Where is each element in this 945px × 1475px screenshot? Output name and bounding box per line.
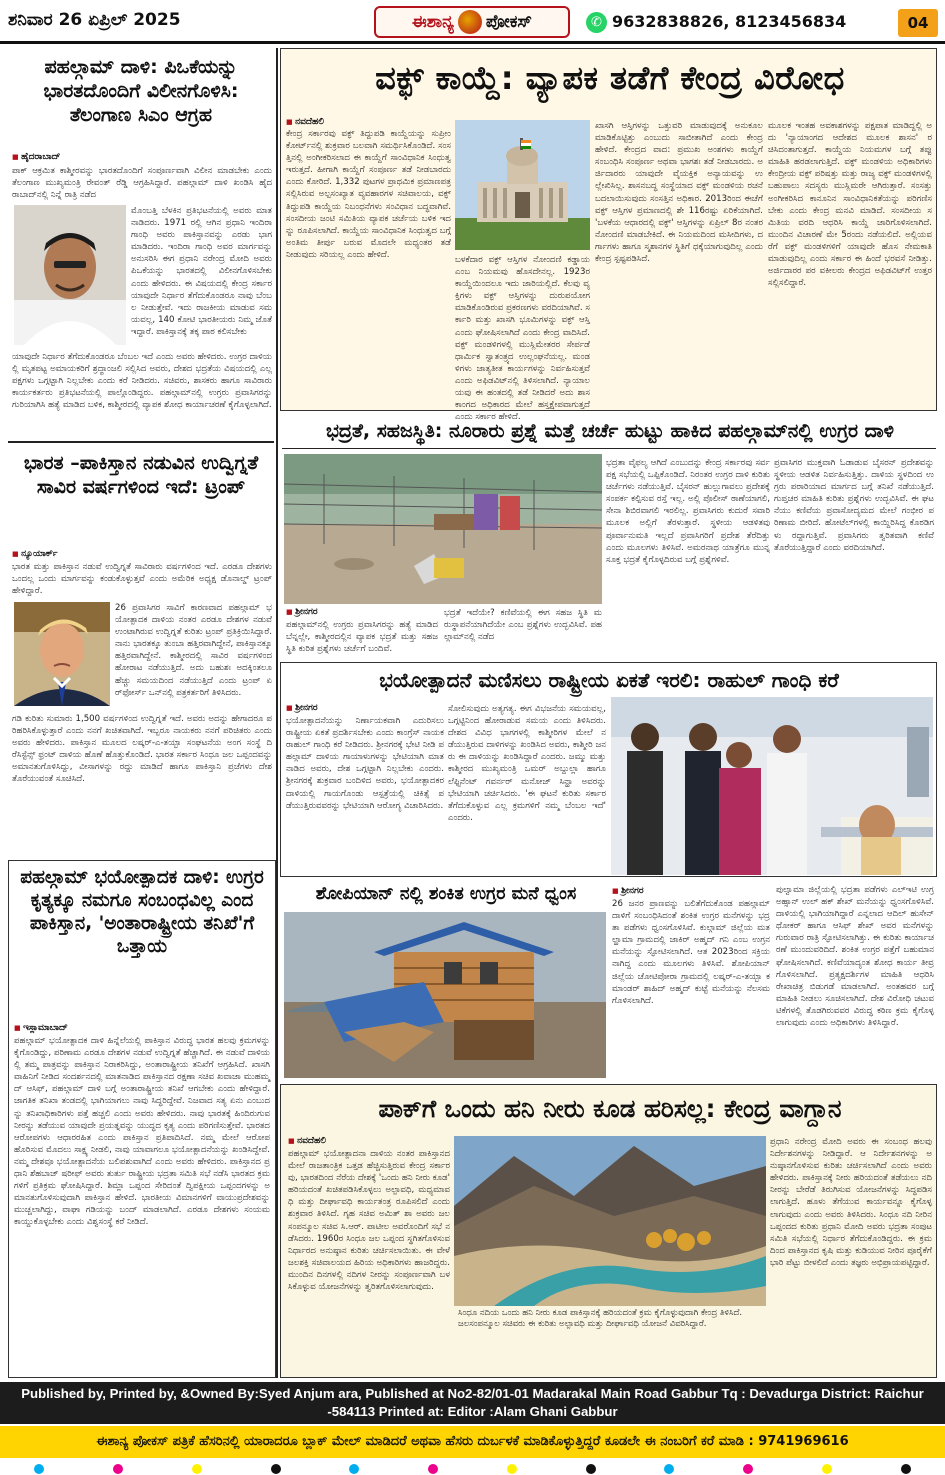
- supreme-court-photo: [455, 120, 590, 250]
- story-security-dateline: ■ ಶ್ರೀನಗರ: [286, 607, 318, 617]
- contact-phones: 9632838826, 8123456834: [612, 12, 847, 31]
- story-water-col1: ಪಹಲ್ಗಾಮ್ ಭಯೋತ್ಪಾದನಾ ದಾಳಿಯ ನಂತರ ಪಾಕಿಸ್ತಾನದ ಮೇಲೆ ರಾಜತಾಂತ್ರಿಕ ಒತ್ತಡ ಹೆಚ್ಚಿಸುತ್ತಿರುವ ಕೇಂದ್ರ ಸರ್ಕಾರವು, ಭಾರತದಿಂದ ನೆರೆಯ ದೇಶಕ್ಕೆ 'ಒಂದು ಹನಿ ನೀರು ಕೂಡ' ಹರಿಯದಂತೆ ಖಚಿತಪಡಿಸಿಕೊಳ್ಳಲು ಅಲ್ಪಾವಧಿ, ಮಧ್ಯಮಾವಧಿ ಮತ್ತು ದೀರ್ಘಾವಧಿ ಕಾರ್ಯತಂತ್ರ ರೂಪಿಸಲಿದೆ ಎಂದು ಶುಕ್ರವಾರ ತಿಳಿಸಿದೆ. ಗೃಹ ಸಚಿವ ಅಮಿತ್ ಶಾ ಅವರು ಜಲಸಂಪನ್ಮೂಲ ಸಚಿವ ಸಿ.ಆರ್. ಪಾಟೀಲ ಅವರೊಂದಿಗೆ ಸಭೆ ನಡೆಸಿದರು. 1960ರ ಸಿಂಧೂ ಜಲ ಒಪ್ಪಂದ ಸ್ಥಗಿತಗೊಳಿಸುವ ನಿರ್ಧಾರದ ಅನುಷ್ಠಾನ ಕುರಿತು ಚರ್ಚಿಸಲಾಯಿತು. ಈ ವೇಳೆ ಜಲಶಕ್ತಿ ಸಚಿವಾಲಯದ ಹಿರಿಯ ಅಧಿಕಾರಿಗಳು ಹಾಜರಿದ್ದರು. ಮುಂದಿನ ದಿನಗಳಲ್ಲಿ ನದಿಗಳ ನೀರನ್ನು ಸಂಪೂರ್ಣವಾಗಿ ಬಳಸಿಕೊಳ್ಳುವ ಯೋಜನೆಗಳನ್ನು ತ್ವರಿತಗೊಳಿಸಲಾಗುವುದು.: [288, 1149, 450, 1293]
- story-security-headline: ಭದ್ರತೆ, ಸಹಜಸ್ಥಿತಿ: ನೂರಾರು ಪ್ರಶ್ನೆ ಮತ್ತೆ ಚರ್ಚೆ ಹುಟ್ಟು ಹಾಕಿದ ಪಹಲ್ಗಾಮ್‌ನಲ್ಲಿ ಉಗ್ರರ ದಾಳಿ: [325, 420, 895, 442]
- black-mark-icon: [901, 1464, 911, 1474]
- rooster-logo-icon: [458, 10, 482, 34]
- story-pakistan-headline: ಪಹಲ್ಗಾಮ್ ಭಯೋತ್ಪಾದಕ ದಾಳಿ: ಉಗ್ರರ ಕೃತ್ಯಕ್ಕೂ ನಮಗೂ ಸಂಬಂಧವಿಲ್ಲ ಎಂದ ಪಾಕಿಸ್ತಾನ, 'ಅಂತಾರಾಷ್ಟ್ರೀಯ ತನಿಖೆ'ಗೆ ಒತ್ತಾಯ: [20, 867, 264, 958]
- story-waqf-headline: ವಕ್ಫ್ ಕಾಯ್ದೆ: ವ್ಯಾಪಕ ತಡೆಗೆ ಕೇಂದ್ರ ವಿರೋಧ: [375, 59, 845, 97]
- story-pakistan-body: ಪಹಲ್ಗಾಮ್ ಭಯೋತ್ಪಾದಕ ದಾಳಿ ಹಿನ್ನೆಲೆಯಲ್ಲಿ ಪಾಕಿಸ್ತಾನ ವಿರುದ್ಧ ಭಾರತ ಹಲವು ಕ್ರಮಗಳನ್ನು ಕೈಗೊಂಡಿದ್ದು, ಪರಿಣಾಮ ಎರಡೂ ದೇಶಗಳ ನಡುವೆ ಉದ್ವಿಗ್ನತೆ ಹೆಚ್ಚಾಗಿದೆ. ಈ ನಡುವೆ ದಾಳಿಯಲ್ಲಿ ತಮ್ಮ ಪಾತ್ರವನ್ನು ಪಾಕಿಸ್ತಾನ ನಿರಾಕರಿಸಿದ್ದು, ಅಂತಾರಾಷ್ಟ್ರೀಯ ತನಿಖೆಗೆ ಆಗ್ರಹಿಸಿದೆ. ಖಾಸಗಿ ವಾಹಿನಿಗೆ ನೀಡಿದ ಸಂದರ್ಶನದಲ್ಲಿ ಮಾತನಾಡಿದ ಪಾಕಿಸ್ತಾನದ ರಕ್ಷಣಾ ಸಚಿವ ಖವಾಜಾ ಮುಹಮ್ಮದ್ ಆಸಿಫ್, ಪಹಲ್ಗಾಮ್ ದಾಳಿ ಬಗ್ಗೆ ಅಂತಾರಾಷ್ಟ್ರೀಯ ತನಿಖೆ ಆಗಬೇಕು ಎಂದು ಹೇಳಿದ್ದಾರೆ. ಜಾಗತಿಕ ತನಿಖಾ ತಂಡದಲ್ಲಿ ಭಾಗಿಯಾಗಲು ನಾವು ಸಿದ್ಧರಿದ್ದೇವೆ. ನಿಜವಾದ ಸತ್ಯ ಏನು ಎಂಬುದನ್ನು ತನಿಖಾಧಿಕಾರಿಗಳು ಪತ್ತೆ ಹಚ್ಚಲಿ ಎಂದು ಅವರು ಹೇಳಿದರು. ನಾವು ಭಾರತಕ್ಕೆ ಹಿಂದಿರುಗುವ ನೀರನ್ನು ತಡೆಯುವ ಯಾವುದೇ ಪ್ರಯತ್ನವನ್ನು ಯುದ್ಧದ ಕೃತ್ಯ ಎಂದು ಪರಿಗಣಿಸುತ್ತೇವೆ. ಭಾರತದ ಆರೋಪಗಳು ಆಧಾರರಹಿತ ಎಂದು ಪಾಕಿಸ್ತಾನ ಪ್ರತಿಪಾದಿಸಿದೆ. ನಮ್ಮ ಮೇಲೆ ಆರೋಪ ಹೊರಿಸುವ ಮೊದಲು ಸಾಕ್ಷ್ಯ ನೀಡಲಿ, ನಾವು ಯಾವಾಗಲೂ ಭಯೋತ್ಪಾದನೆಯನ್ನು ಖಂಡಿಸಿದ್ದೇವೆ. ನಮ್ಮ ದೇಶವೂ ಭಯೋತ್ಪಾದನೆಯ ಬಲಿಪಶುವಾಗಿದೆ ಎಂದು ಅವರು ಹೇಳಿದರು. ಪಾಕಿಸ್ತಾನದ ಪ್ರಧಾನಿ ಶೆಹಬಾಜ್ ಷರೀಫ್ ಅವರು ತುರ್ತು ರಾಷ್ಟ್ರೀಯ ಭದ್ರತಾ ಸಮಿತಿ ಸಭೆ ನಡೆಸಿ ಭಾರತದ ಕ್ರಮಗಳಿಗೆ ಪ್ರತಿಕ್ರಮ ಘೋಷಿಸಿದ್ದಾರೆ. ಶಿಮ್ಲಾ ಒಪ್ಪಂದ ಸೇರಿದಂತೆ ದ್ವಿಪಕ್ಷೀಯ ಒಪ್ಪಂದಗಳನ್ನು ಅಮಾನತುಗೊಳಿಸುವುದಾಗಿ ಪಾಕಿಸ್ತಾನ ಹೇಳಿದೆ. ಭಾರತೀಯ ವಿಮಾನಗಳಿಗೆ ವಾಯುಪ್ರದೇಶವನ್ನು ಮುಚ್ಚಲಾಗಿದ್ದು, ವಾಘಾ ಗಡಿಯನ್ನು ಬಂದ್ ಮಾಡಲಾಗಿದೆ. ಎರಡೂ ದೇಶಗಳು ಸಂಯಮ ಕಾಯ್ದುಕೊಳ್ಳಬೇಕು ಎಂದು ವಿಶ್ವಸಂಸ್ಥೆ ಕರೆ ನೀಡಿದೆ.: [14, 1036, 270, 1228]
- page-number: 04: [898, 9, 938, 37]
- story-pok-headline: ಪಹಲ್ಗಾಮ್ ದಾಳಿ: ಪಿಒಕೆಯನ್ನು ಭಾರತದೊಂದಿಗೆ ವಿಲೀನಗೊಳಿಸಿ: ತೆಲಂಗಾಣ ಸಿಎಂ ಆಗ್ರಹ: [43, 56, 239, 126]
- story-shopian-headline: ಶೋಪಿಯಾನ್ ನಲ್ಲಿ ಶಂಕಿತ ಉಗ್ರರ ಮನೆ ಧ್ವಂಸ: [315, 884, 577, 904]
- story-security-col-right1: ಭದ್ರತಾ ವೈಫಲ್ಯ ಆಗಿದೆ ಎಂಬುದನ್ನು ಕೇಂದ್ರ ಸರ್ಕಾರವು ಸರ್ವಪಕ್ಷ ಸಭೆಯಲ್ಲಿ ಒಪ್ಪಿಕೊಂಡಿದೆ. ನಿರಂತರ ಉಗ್ರರ ದಾಳಿ ಕುರಿತು ಚರ್ಚೆಗಳು ನಡೆಯುತ್ತಿವೆ. ಬೈಸರನ್ ಹುಲ್ಲುಗಾವಲು ಪ್ರದೇಶಕ್ಕೆ ಸಂಪರ್ಕ ಕಲ್ಪಿಸುವ ರಸ್ತೆ ಇಲ್ಲ. ಅಲ್ಲಿ ಪೊಲೀಸ್ ಠಾಣೆಯಾಗಲಿ, ಸೇನಾ ಶಿಬಿರವಾಗಲಿ ಇರಲಿಲ್ಲ. ಪ್ರವಾಸಿಗರು ಕುದುರೆ ಸವಾರಿ ಮೂಲಕ ಅಲ್ಲಿಗೆ ತೆರಳುತ್ತಾರೆ. ಸ್ಥಳೀಯ ಆಡಳಿತವು ಪೂರ್ವಾನುಮತಿ ಇಲ್ಲದೆ ಪ್ರವಾಸಿಗರಿಗೆ ಪ್ರದೇಶ ತೆರೆದಿತ್ತು ಎಂದು ಮೂಲಗಳು ತಿಳಿಸಿವೆ. ಅಮರನಾಥ ಯಾತ್ರೆಗೂ ಮುನ್ನ ಸೂಕ್ತ ಭದ್ರತೆ ಕೈಗೊಳ್ಳದಿರುವ ಬಗ್ಗೆ ಪ್ರಶ್ನೆಗಳಿವೆ.: [606, 458, 770, 565]
- black-mark-icon: [586, 1464, 596, 1474]
- story-waqf-col1: ಕೇಂದ್ರ ಸರ್ಕಾರವು ವಕ್ಫ್ ತಿದ್ದುಪಡಿ ಕಾಯ್ದೆಯನ್ನು ಸುಪ್ರೀಂ ಕೋರ್ಟ್‌ನಲ್ಲಿ ಶುಕ್ರವಾರ ಬಲವಾಗಿ ಸಮರ್ಥಿಸಿಕೊಂಡಿದೆ. ಸಂಸತ್ತಿನಲ್ಲಿ ಅಂಗೀಕರಿಸಲಾದ ಈ ಕಾಯ್ದೆಗೆ ಸಾಂವಿಧಾನಿಕ ಸಿಂಧುತ್ವ ಇರುತ್ತದೆ. ಹೀಗಾಗಿ ಕಾಯ್ದೆಗೆ ಸಂಪೂರ್ಣ ತಡೆ ನೀಡಬಾರದು ಎಂದು ಕೋರಿದೆ. 1,332 ಪುಟಗಳ ಪ್ರಾಥಮಿಕ ಪ್ರಮಾಣಪತ್ರ ಸಲ್ಲಿಸಿರುವ ಅಲ್ಪಸಂಖ್ಯಾತ ವ್ಯವಹಾರಗಳ ಸಚಿವಾಲಯ, ವಕ್ಫ್ ತಿದ್ದುಪಡಿ ಕಾಯ್ದೆಯ ನಿಬಂಧನೆಗಳು ಸಂವಿಧಾನ ಬದ್ಧವಾಗಿವೆ. ಸಂಸದೀಯ ಜಂಟಿ ಸಮಿತಿಯ ವ್ಯಾಪಕ ಚರ್ಚೆಯ ಬಳಿಕ ಇದನ್ನು ರೂಪಿಸಲಾಗಿದೆ. ಕಾಯ್ದೆಯ ಸಾಂವಿಧಾನಿಕ ಸಿಂಧುತ್ವದ ಬಗ್ಗೆ ಅಂತಿಮ ತೀರ್ಪು ಬರುವ ಮೊದಲೇ ಮಧ್ಯಂತರ ತಡೆ ನೀಡುವುದು ಸರಿಯಲ್ಲ ಎಂದು ಹೇಳಿದೆ.: [286, 129, 451, 260]
- story-water-col3: ಪ್ರಧಾನಿ ನರೇಂದ್ರ ಮೋದಿ ಅವರು ಈ ಸಂಬಂಧ ಹಲವು ನಿರ್ದೇಶನಗಳನ್ನು ನೀಡಿದ್ದಾರೆ. ಆ ನಿರ್ದೇಶನಗಳನ್ನು ಅನುಷ್ಠಾನಗೊಳಿಸುವ ಕುರಿತು ಚರ್ಚಿಸಲಾಗಿದೆ ಎಂದು ಅವರು ಹೇಳಿದರು. ಪಾಕಿಸ್ತಾನಕ್ಕೆ ನೀರು ಹರಿಯದಂತೆ ತಡೆಯಲು ನದಿ ನೀರನ್ನು ಬೇರೆಡೆ ತಿರುಗಿಸುವ ಯೋಜನೆಗಳನ್ನು ಸಿದ್ಧಪಡಿಸಲಾಗುತ್ತಿದೆ. ಹೂಳು ತೆಗೆಯುವ ಕಾರ್ಯವನ್ನೂ ಕೈಗೊಳ್ಳಲಾಗುವುದು ಎಂದು ಅವರು ತಿಳಿಸಿದರು. ಸಿಂಧೂ ನದಿ ನೀರಿನ ಒಪ್ಪಂದದ ಕುರಿತು ಪ್ರಧಾನಿ ಮೋದಿ ಅವರು ಭದ್ರತಾ ಸಂಪುಟ ಸಮಿತಿ ಸಭೆಯಲ್ಲಿ ನಿರ್ಧಾರ ತೆಗೆದುಕೊಂಡಿದ್ದರು. ಈ ಕ್ರಮದಿಂದ ಪಾಕಿಸ್ತಾನದ ಕೃಷಿ ಮತ್ತು ಕುಡಿಯುವ ನೀರಿನ ಪೂರೈಕೆಗೆ ಭಾರಿ ಪೆಟ್ಟು ಬೀಳಲಿದೆ ಎಂದು ತಜ್ಞರು ಅಭಿಪ್ರಾಯಪಟ್ಟಿದ್ದಾರೆ.: [770, 1137, 932, 1268]
- trump-photo: [14, 602, 110, 706]
- rahul-hospital-visit-photo: [611, 697, 933, 875]
- demolished-house-photo: [284, 912, 606, 1078]
- headline-underline: [282, 448, 936, 449]
- yellow-mark-icon: [192, 1464, 202, 1474]
- column-divider: [276, 48, 278, 1378]
- story-rahul-col2: ಸೋಲಿಸುವುದು ಅತ್ಯಗತ್ಯ. ಈಗ ವಿಭಜನೆಯ ಸಮಯವಲ್ಲ, ಒಗ್ಗಟ್ಟಿನಿಂದ ಹೋರಾಡುವ ಸಮಯ ಎಂದು ತಿಳಿಸಿದರು. ದೇಶದ ವಿವಿಧ ಭಾಗಗಳಲ್ಲಿ ಕಾಶ್ಮೀರಿಗಳ ಮೇಲೆ ನಡೆಯುತ್ತಿರುವ ದಾಳಿಗಳನ್ನು ಖಂಡಿಸಿದ ಅವರು, ಕಾಶ್ಮೀರಿ ಜನರು ಈ ದಾಳಿಯನ್ನು ಖಂಡಿಸಿದ್ದಾರೆ ಎಂದರು. ಜಮ್ಮು ಮತ್ತು ಕಾಶ್ಮೀರದ ಮುಖ್ಯಮಂತ್ರಿ ಒಮರ್ ಅಬ್ದುಲ್ಲಾ ಹಾಗೂ ಲೆಫ್ಟಿನೆಂಟ್ ಗವರ್ನರ್ ಮನೋಜ್ ಸಿನ್ಹಾ ಅವರನ್ನು ಭೇಟಿಯಾಗಿ ಚರ್ಚಿಸಿದರು. 'ಈ ಘಟನೆ ಕುರಿತು ಸರ್ಕಾರ ತೆಗೆದುಕೊಳ್ಳುವ ಎಲ್ಲ ಕ್ರಮಗಳಿಗೆ ನಮ್ಮ ಬೆಂಬಲ ಇದೆ' ಎಂದರು.: [448, 704, 606, 823]
- story-shopian-col2: ಪುಲ್ವಾಮಾ ಜಿಲ್ಲೆಯಲ್ಲಿ ಭದ್ರತಾ ಪಡೆಗಳು ಎಲ್‌ಇಟಿ ಉಗ್ರ ಅಹ್ಸಾನ್ ಉಲ್ ಹಕ್ ಶೇಖ್ ಮನೆಯನ್ನು ಧ್ವಂಸಗೊಳಿಸಿವೆ. ದಾಳಿಯಲ್ಲಿ ಭಾಗಿಯಾಗಿದ್ದಾರೆ ಎನ್ನಲಾದ ಆದಿಲ್ ಹುಸೇನ್ ಥೋಕರ್ ಹಾಗೂ ಆಸಿಫ್ ಶೇಖ್ ಅವರ ಮನೆಗಳನ್ನು ಗುರುವಾರ ರಾತ್ರಿ ಸ್ಫೋಟಿಸಲಾಗಿತ್ತು. ಈ ಕುರಿತು ಕಾರ್ಯಾಚರಣೆ ಮುಂದುವರಿದಿದೆ. ಶಂಕಿತ ಉಗ್ರರ ಪತ್ತೆಗೆ ಬಹುಮಾನ ಘೋಷಿಸಲಾಗಿದೆ. ಕಣಿವೆಯಾದ್ಯಂತ ಶೋಧ ಕಾರ್ಯ ತೀವ್ರಗೊಳಿಸಲಾಗಿದೆ. ಪ್ರತ್ಯಕ್ಷದರ್ಶಿಗಳ ಮಾಹಿತಿ ಆಧರಿಸಿ ರೇಖಾಚಿತ್ರ ಬಿಡುಗಡೆ ಮಾಡಲಾಗಿದೆ. ಅಂತಹವರ ಬಗ್ಗೆ ಮಾಹಿತಿ ನೀಡಲು ಸೂಚಿಸಲಾಗಿದೆ. ದೇಶ ವಿರೋಧಿ ಚಟುವಟಿಕೆಗಳಲ್ಲಿ ತೊಡಗಿರುವವರ ವಿರುದ್ಧ ಕಠಿಣ ಕ್ರಮ ಕೈಗೊಳ್ಳಲಾಗುವುದು ಎಂದು ಅಧಿಕಾರಿಗಳು ತಿಳಿಸಿದ್ದಾರೆ.: [776, 885, 934, 1029]
- issue-date: ಶನಿವಾರ 26 ಏಪ್ರಿಲ್ 2025: [8, 10, 181, 30]
- story-pok-dateline: ■ ಹೈದರಾಬಾದ್: [12, 152, 60, 162]
- story-rahul-headline: ಭಯೋತ್ಪಾದನೆ ಮಣಿಸಲು ರಾಷ್ಟ್ರೀಯ ಏಕತೆ ಇರಲಿ: ರಾಹುಲ್ ಗಾಂಧಿ ಕರೆ: [379, 668, 839, 692]
- story-security-col-left: ಪಹಲ್ಗಾಮ್‌ನಲ್ಲಿ ಉಗ್ರರು ಪ್ರವಾಸಿಗರನ್ನು ಹತ್ಯೆ ಮಾಡಿದ ಬೆನ್ನಲ್ಲೇ, ಕಾಶ್ಮೀರದಲ್ಲಿನ ವ್ಯಾಪಕ ಭದ್ರತೆ ಮತ್ತು ಸಹಜಸ್ಥಿತಿ ಕುರಿತ ಪ್ರಶ್ನೆಗಳು ಚರ್ಚೆಗೆ ಬಂದಿವೆ.: [286, 620, 438, 655]
- story-pakistan-dateline: ■ ಇಸ್ಲಾಮಾಬಾದ್: [14, 1023, 68, 1033]
- yellow-mark-icon: [507, 1464, 517, 1474]
- logo-text-1: ಈಶಾನ್ಯ: [412, 12, 454, 32]
- story-waqf-col4: ಮೂಲಕ ಇಂತಹ ಅವಕಾಶಗಳನ್ನು ಪಕ್ಷಪಾತ ಮಾಡಿದ್ದಲ್ಲಿ ಅದು 'ನ್ಯಾಯಾಂಗದ ಆದೇಶದ ಮೂಲಕ ಶಾಸನ' ರಚಿಸಿದಂತಾಗುತ್ತದೆ. ಕಾಯ್ದೆಯ ನಿಯಮಗಳ ಬಗ್ಗೆ ತಪ್ಪು ಮಾಹಿತಿ ಹರಡಲಾಗುತ್ತಿದೆ. ವಕ್ಫ್ ಮಂಡಳಿಯ ಅಧಿಕಾರಿಗಳು ಕೇಂದ್ರೀಯ ವಕ್ಫ್ ಪರಿಷತ್ತು ಮತ್ತು ರಾಜ್ಯ ವಕ್ಫ್ ಮಂಡಳಿಗಳಲ್ಲಿ ಬಹುಪಾಲು ಸದಸ್ಯರು ಮುಸ್ಲಿಮರೇ ಆಗಿರುತ್ತಾರೆ. ಸಂಸತ್ತು ಅಂಗೀಕರಿಸಿದ ಕಾನೂನಿನ ಸಾಂವಿಧಾನಿಕತೆಯನ್ನು ಪರಿಗಣಿಸಬೇಕು ಎಂದು ಕೇಂದ್ರ ಮನವಿ ಮಾಡಿದೆ. ಸಂಸದೀಯ ಸಮಿತಿಯ ವರದಿ ಆಧರಿಸಿ ಕಾಯ್ದೆ ಜಾರಿಗೊಳಿಸಲಾಗಿದೆ. ಮುಂದಿನ ವಿಚಾರಣೆ ಮೇ 5ರಂದು ನಡೆಯಲಿದೆ. ಅಲ್ಲಿಯವರೆಗೆ ವಕ್ಫ್ ಮಂಡಳಿಗಳಿಗೆ ಯಾವುದೇ ಹೊಸ ನೇಮಕಾತಿ ಮಾಡುವುದಿಲ್ಲ ಎಂದು ಸರ್ಕಾರ ಈ ಹಿಂದೆ ಭರವಸೆ ನೀಡಿತ್ತು. ಅರ್ಜಿದಾರರ ಪರ ವಕೀಲರು ಕೇಂದ್ರದ ಅಫಿಡವಿಟ್‌ಗೆ ಉತ್ತರ ಸಲ್ಲಿಸಲಿದ್ದಾರೆ.: [768, 121, 932, 289]
- indus-river-photo: [454, 1136, 766, 1306]
- story-pok-lead: ಪಾಕ್ ಆಕ್ರಮಿತ ಕಾಶ್ಮೀರವನ್ನು ಭಾರತದೊಂದಿಗೆ ಸಂಪೂರ್ಣವಾಗಿ ವಿಲೀನ ಮಾಡಬೇಕು ಎಂದು ತೆಲಂಗಾಣ ಮುಖ್ಯಮಂತ್ರಿ ರೇವಂತ್ ರೆಡ್ಡಿ ಆಗ್ರಹಿಸಿದ್ದಾರೆ. ಪಹಲ್ಗಾಮ್ ದಾಳಿ ಖಂಡಿಸಿ ಹೈದರಾಬಾದ್‌ನಲ್ಲಿ ನಿನ್ನೆ ರಾತ್ರಿ ನಡೆದ: [12, 166, 272, 201]
- story-pok-side-text: ಮೊಂಬತ್ತಿ ಬೆಳಕಿನ ಪ್ರತಿಭಟನೆಯಲ್ಲಿ ಅವರು ಮಾತನಾಡಿದರು. 1971 ರಲ್ಲಿ ಆಗಿನ ಪ್ರಧಾನಿ ಇಂದಿರಾ ಗಾಂಧಿ ಅವರು ಪಾಕಿಸ್ತಾನವನ್ನು ಎರಡು ಭಾಗ ಮಾಡಿದರು. ಇಂದಿರಾ ಗಾಂಧಿ ಅವರ ಮಾರ್ಗವನ್ನು ಅನುಸರಿಸಿ ಈಗ ಪ್ರಧಾನಿ ನರೇಂದ್ರ ಮೋದಿ ಅವರು ಪಿಒಕೆಯನ್ನು ಭಾರತದಲ್ಲಿ ವಿಲೀನಗೊಳಿಸಬೇಕು ಎಂದು ಹೇಳಿದರು. ಈ ವಿಷಯದಲ್ಲಿ ಕೇಂದ್ರ ಸರ್ಕಾರ ಯಾವುದೇ ನಿರ್ಧಾರ ತೆಗೆದುಕೊಂಡರೂ ನಾವು ಬೆಂಬಲ ನೀಡುತ್ತೇವೆ. ಇದು ರಾಜಕೀಯ ಮಾಡುವ ಸಮಯವಲ್ಲ, 140 ಕೋಟಿ ಭಾರತೀಯರು ನಿಮ್ಮ ಜೊತೆ ಇದ್ದಾರೆ. ಪಾಕಿಸ್ತಾನಕ್ಕೆ ತಕ್ಕ ಪಾಠ ಕಲಿಸಬೇಕು: [131, 206, 272, 337]
- blackmail-warning: ಈಶಾನ್ಯ ಪೋಕಸ್ ಪತ್ರಿಕೆ ಹೆಸರಿನಲ್ಲಿ ಯಾರಾದರೂ ಬ್ಲಾಕ್ ಮೇಲ್ ಮಾಡಿದರೆ ಅಥವಾ ಹೆಸರು ದುರ್ಬಳಕೆ ಮಾಡಿಕೊಳ್ಳುತ್ತಿದ್ದರೆ ಕೂಡಲೇ ಈ ನಂಬರಿಗೆ ಕರೆ ಮಾಡಿ : 9741969616: [0, 1426, 945, 1458]
- story-shopian-dateline: ■ ಶ್ರೀನಗರ: [612, 886, 644, 896]
- story-divider: [8, 441, 274, 443]
- story-trump-body: ಗಡಿ ಕುರಿತು ಸುಮಾರು 1,500 ವರ್ಷಗಳಿಂದ ಉದ್ವಿಗ್ನತೆ ಇದೆ. ಅವರು ಅದನ್ನು ಹೇಗಾದರೂ ಪರಿಹರಿಸಿಕೊಳ್ಳುತ್ತಾರೆ ಎಂದು ನನಗೆ ಖಚಿತವಾಗಿದೆ. ಇಬ್ಬರೂ ನಾಯಕರು ನನಗೆ ಪರಿಚಿತರು ಎಂದು ಅವರು ಹೇಳಿದರು. ಪಾಕಿಸ್ತಾನ ಮೂಲದ ಲಷ್ಕರ್-ಎ-ತಯ್ಬಾ ಸಂಘಟನೆಯ ಅಂಗ ಸಂಸ್ಥೆ ದಿ ರೆಸಿಸ್ಟೆನ್ಸ್ ಫ್ರಂಟ್ ದಾಳಿಯ ಹೊಣೆ ಹೊತ್ತುಕೊಂಡಿದೆ. ಭಾರತ ಸರ್ಕಾರ ಸಿಂಧೂ ಜಲ ಒಪ್ಪಂದವನ್ನು ಅಮಾನತುಗೊಳಿಸಿದ್ದು, ವೀಸಾಗಳನ್ನು ರದ್ದು ಮಾಡಿದೆ ಹಾಗೂ ಪಾಕಿಸ್ತಾನಿ ಪ್ರಜೆಗಳು ದೇಶ ತೊರೆಯುವಂತೆ ಸೂಚಿಸಿದೆ.: [12, 714, 272, 785]
- yellow-mark-icon: [822, 1464, 832, 1474]
- story-waqf-dateline: ■ ನವದೆಹಲಿ: [286, 117, 324, 127]
- cyan-mark-icon: [349, 1464, 359, 1474]
- story-shopian-col1: 26 ಜನರ ಪ್ರಾಣವನ್ನು ಬಲಿತೆಗೆದುಕೊಂಡ ಪಹಲ್ಗಾಮ್ ದಾಳಿಗೆ ಸಂಬಂಧಿಸಿದಂತೆ ಶಂಕಿತ ಉಗ್ರರ ಮನೆಗಳನ್ನು ಭದ್ರತಾ ಪಡೆಗಳು ಧ್ವಂಸಗೊಳಿಸಿವೆ. ಕುಲ್ಗಾಮ್ ಜಿಲ್ಲೆಯ ಮತಲ್ಹಾಮಾ ಗ್ರಾಮದಲ್ಲಿ ಜಾಕಿರ್ ಅಹ್ಮದ್ ಗನಿ ಎಂಬ ಉಗ್ರನ ಮನೆಯನ್ನು ಸ್ಫೋಟಿಸಲಾಗಿದೆ. ಆತ 2023ರಿಂದ ಸಕ್ರಿಯನಾಗಿದ್ದ ಎಂದು ಮೂಲಗಳು ತಿಳಿಸಿವೆ. ಶೋಪಿಯಾನ್ ಜಿಲ್ಲೆಯ ಚೋಟಿಪೋರಾ ಗ್ರಾಮದಲ್ಲಿ ಲಷ್ಕರ್-ಎ-ತಯ್ಬಾ ಕಮಾಂಡರ್ ಶಾಹಿದ್ ಅಹ್ಮದ್ ಕುಟ್ಟೆ ಮನೆಯನ್ನು ನೆಲಸಮಗೊಳಿಸಲಾಗಿದೆ.: [612, 899, 770, 1006]
- magenta-mark-icon: [743, 1464, 753, 1474]
- black-mark-icon: [271, 1464, 281, 1474]
- story-security-col-mid: ಭದ್ರತೆ ಇದೆಯೇ? ಕಣಿವೆಯಲ್ಲಿ ಈಗ ಸಹಜ ಸ್ಥಿತಿ ಮರುಸ್ಥಾಪನೆಯಾಗಿದೆಯೇ ಎಂಬ ಪ್ರಶ್ನೆಗಳು ಉದ್ಭವಿಸಿವೆ. ಪಹಲ್ಗಾಮ್‌ನಲ್ಲಿ ನಡೆದ: [444, 608, 602, 643]
- imprint-line: Published by, Printed by, &Owned By:Syed Anjum ara, Published at No2-82/01-01 Madarakal Main Road Gabbur Tq : Devadurga District: Raichur -584113 Printed at: Editor :Alam Ghani Gabbur: [0, 1382, 945, 1424]
- revanth-reddy-photo: [14, 205, 126, 345]
- story-waqf-col3: ಖಾಸಗಿ ಆಸ್ತಿಗಳನ್ನು ಒತ್ತುವರಿ ಮಾಡುವುದಕ್ಕೆ ಅನುಕೂಲ ಮಾಡಿಕೊಟ್ಟಿತ್ತು ಎಂಬುದು ಸಾಬೀತಾಗಿದೆ ಎಂದು ಕೇಂದ್ರ ಹೇಳಿದೆ. ಕೇಂದ್ರದ ವಾದ: ಪ್ರಮುಖ ಅಂಶಗಳು ಕಾಯ್ದೆಗೆ ಸಂಬಂಧಿಸಿ ಸಂಪೂರ್ಣ ಅಥವಾ ಭಾಗಶಃ ತಡೆ ನೀಡಬಾರದು. ಅರ್ಜಿದಾರರು ಯಾವುದೇ ವೈಯಕ್ತಿಕ ಅನ್ಯಾಯವನ್ನು ಉಲ್ಲೇಖಿಸಿಲ್ಲ. ಶಾಸನಬದ್ಧ ಸಂಸ್ಥೆಯಾದ ವಕ್ಫ್ ಮಂಡಳಿಯ ರಚನೆ ಬದಲಾಯಿಸುವುದು ಸಂಸತ್ತಿನ ಅಧಿಕಾರ. 2013ರಿಂದ ಈಚೆಗೆ ವಕ್ಫ್ ಆಸ್ತಿಗಳ ಪ್ರಮಾಣದಲ್ಲಿ ಶೇ 116ರಷ್ಟು ಏರಿಕೆಯಾಗಿದೆ. 'ಬಳಕೆಯ ಆಧಾರದಲ್ಲಿ ವಕ್ಫ್' ಆಸ್ತಿಗಳನ್ನು ಏಪ್ರಿಲ್ 8ರ ನಂತರ ನೋಂದಣಿ ಮಾಡಬೇಕಿದೆ. ಈ ನಿಯಮದಿಂದ ಮಸೀದಿಗಳು, ದರ್ಗಾಗಳು ಹಾಗೂ ಸ್ಮಶಾನಗಳ ಸ್ಥಿತಿಗೆ ಧಕ್ಕೆಯಾಗುವುದಿಲ್ಲ ಎಂದು ಕೇಂದ್ರ ಸ್ಪಷ್ಟಪಡಿಸಿದೆ.: [595, 121, 763, 265]
- cyan-mark-icon: [34, 1464, 44, 1474]
- story-trump-dateline: ■ ನ್ಯೂಯಾರ್ಕ್: [12, 549, 58, 559]
- story-pok-body: ಯಾವುದೇ ನಿರ್ಧಾರ ತೆಗೆದುಕೊಂಡರೂ ಬೆಂಬಲ ಇದೆ ಎಂದು ಅವರು ಹೇಳಿದರು. ಉಗ್ರರ ದಾಳಿಯಲ್ಲಿ ಮೃತಪಟ್ಟ ಅಮಾಯಕರಿಗೆ ಶ್ರದ್ಧಾಂಜಲಿ ಸಲ್ಲಿಸಿದ ಅವರು, ದೇಶದ ಭದ್ರತೆಯ ವಿಷಯದಲ್ಲಿ ಎಲ್ಲ ಪಕ್ಷಗಳು ಒಗ್ಗಟ್ಟಾಗಿ ನಿಲ್ಲಬೇಕು ಎಂದು ಕರೆ ನೀಡಿದರು. ಸಚಿವರು, ಶಾಸಕರು ಹಾಗೂ ಸಾವಿರಾರು ಕಾರ್ಯಕರ್ತರು ಪ್ರತಿಭಟನೆಯಲ್ಲಿ ಪಾಲ್ಗೊಂಡಿದ್ದರು. ಪಹಲ್ಗಾಮ್‌ನಲ್ಲಿ ಉಗ್ರರು ಪ್ರವಾಸಿಗರನ್ನು ಗುರಿಯಾಗಿಸಿ ಹತ್ಯೆ ಮಾಡಿದ ಬಳಿಕ, ಕಾಶ್ಮೀರದಲ್ಲಿ ವ್ಯಾಪಕ ಶೋಧ ಕಾರ್ಯಾಚರಣೆ ಕೈಗೊಳ್ಳಲಾಗಿದೆ.: [12, 352, 272, 411]
- story-rahul-dateline: ■ ಶ್ರೀನಗರ: [286, 703, 318, 713]
- story-waqf-col2: ಬಳಕೆದಾರ ವಕ್ಫ್ ಆಸ್ತಿಗಳ ನೋಂದಣಿ ಕಡ್ಡಾಯ ಎಂಬ ನಿಯಮವು ಹೊಸದೇನಲ್ಲ. 1923ರ ಕಾಯ್ದೆಯಿಂದಲೂ ಇದು ಜಾರಿಯಲ್ಲಿದೆ. ಕೆಲವು ವ್ಯಕ್ತಿಗಳು ವಕ್ಫ್ ಆಸ್ತಿಗಳನ್ನು ದುರುಪಯೋಗ ಮಾಡಿಕೊಂಡಿರುವ ಪ್ರಕರಣಗಳು ವರದಿಯಾಗಿವೆ. ಸರ್ಕಾರಿ ಮತ್ತು ಖಾಸಗಿ ಭೂಮಿಗಳನ್ನು ವಕ್ಫ್ ಆಸ್ತಿ ಎಂದು ಘೋಷಿಸಲಾಗಿದೆ ಎಂದು ಕೇಂದ್ರ ವಾದಿಸಿದೆ. ವಕ್ಫ್ ಮಂಡಳಿಗಳಲ್ಲಿ ಮುಸ್ಲಿಮೇತರರ ಸೇರ್ಪಡೆ ಧಾರ್ಮಿಕ ಸ್ವಾತಂತ್ರ್ಯದ ಉಲ್ಲಂಘನೆಯಲ್ಲ. ಮಂಡಳಿಗಳು ಜಾತ್ಯತೀತ ಕಾರ್ಯಗಳನ್ನು ನಿರ್ವಹಿಸುತ್ತವೆ ಎಂದು ಅಫಿಡವಿಟ್‌ನಲ್ಲಿ ತಿಳಿಸಲಾಗಿದೆ. ನ್ಯಾಯಾಲಯವು ಈ ಹಂತದಲ್ಲಿ ತಡೆ ನೀಡಿದರೆ ಅದು ಶಾಸಕಾಂಗದ ಅಧಿಕಾರದ ಮೇಲೆ ಹಸ್ತಕ್ಷೇಪವಾಗುತ್ತದೆ ಎಂದು ಸರ್ಕಾರ ಹೇಳಿದೆ.: [455, 255, 590, 423]
- story-trump-side-text: 26 ಪ್ರವಾಸಿಗರ ಸಾವಿಗೆ ಕಾರಣವಾದ ಪಹಲ್ಗಾಮ್ ಭಯೋತ್ಪಾದಕ ದಾಳಿಯ ನಂತರ ಎರಡೂ ದೇಶಗಳ ನಡುವೆ ಉಂಟಾಗಿರುವ ಉದ್ವಿಗ್ನತೆ ಕುರಿತು ಟ್ರಂಪ್ ಪ್ರತಿಕ್ರಿಯಿಸಿದ್ದಾರೆ. ನಾನು ಭಾರತಕ್ಕೂ ತುಂಬಾ ಹತ್ತಿರವಾಗಿದ್ದೇನೆ, ಪಾಕಿಸ್ತಾನಕ್ಕೂ ಹತ್ತಿರವಾಗಿದ್ದೇನೆ. ಕಾಶ್ಮೀರದಲ್ಲಿ ಸಾವಿರ ವರ್ಷಗಳಿಂದ ಹೋರಾಟ ನಡೆಯುತ್ತಿದೆ. ಅದು ಬಹುಶಃ ಅದಕ್ಕಿಂತಲೂ ಹೆಚ್ಚು ಸಮಯದಿಂದ ನಡೆಯುತ್ತಿದೆ ಎಂದು ಟ್ರಂಪ್ ಏರ್‌ಫೋರ್ಸ್ ಒನ್‌ನಲ್ಲಿ ಪತ್ರಕರ್ತರಿಗೆ ತಿಳಿಸಿದರು.: [115, 603, 272, 698]
- magenta-mark-icon: [428, 1464, 438, 1474]
- logo-text-2: ಪೋಕಸ್: [485, 12, 532, 32]
- whatsapp-icon: ✆: [586, 12, 607, 33]
- pahalgam-attack-site-photo: [284, 454, 602, 604]
- story-trump-lead: ಭಾರತ ಮತ್ತು ಪಾಕಿಸ್ತಾನ ನಡುವೆ ಉದ್ವಿಗ್ನತೆ ಸಾವಿರಾರು ವರ್ಷಗಳಿಂದ ಇದೆ. ಎರಡೂ ದೇಶಗಳು ಒಂದಲ್ಲ ಒಂದು ಮಾರ್ಗವನ್ನು ಕಂಡುಕೊಳ್ಳುತ್ತವೆ ಎಂದು ಅಮೆರಿಕ ಅಧ್ಯಕ್ಷ ಡೊನಾಲ್ಡ್ ಟ್ರಂಪ್ ಹೇಳಿದ್ದಾರೆ.: [12, 562, 272, 597]
- registration-marks: [0, 1462, 945, 1475]
- story-water-dateline: ■ ನವದೆಹಲಿ: [288, 1136, 326, 1146]
- story-water-caption: ಸಿಂಧೂ ನದಿಯ ಒಂದು ಹನಿ ನೀರು ಕೂಡ ಪಾಕಿಸ್ತಾನಕ್ಕೆ ಹರಿಯದಂತೆ ಕ್ರಮ ಕೈಗೊಳ್ಳುವುದಾಗಿ ಕೇಂದ್ರ ತಿಳಿಸಿದೆ. ಜಲಸಂಪನ್ಮೂಲ ಸಚಿವರು ಈ ಕುರಿತು ಅಲ್ಪಾವಧಿ ಮತ್ತು ದೀರ್ಘಾವಧಿ ಯೋಜನೆ ವಿವರಿಸಿದ್ದಾರೆ.: [458, 1308, 743, 1329]
- story-water-headline: ಪಾಕ್‌ಗೆ ಒಂದು ಹನಿ ನೀರು ಕೂಡ ಹರಿಸಲ್ಲ: ಕೇಂದ್ರ ವಾಗ್ದಾನ: [378, 1094, 842, 1123]
- newspaper-logo: [374, 6, 570, 38]
- story-trump-headline: ಭಾರತ –ಪಾಕಿಸ್ತಾನ ನಡುವಿನ ಉದ್ವಿಗ್ನತೆ ಸಾವಿರ ವರ್ಷಗಳಿಂದ ಇದೆ: ಟ್ರಂಪ್: [23, 452, 259, 498]
- story-security-col-right2: ಪ್ರವಾಸಿಗರ ಮುಕ್ತವಾಗಿ ಓಡಾಡುವ ಬೈಸರನ್ ಪ್ರದೇಶವನ್ನು ಸ್ಥಳೀಯ ಆಡಳಿತ ನಿರ್ವಹಿಸುತ್ತಿತ್ತು. ದಾಳಿಯ ಸ್ಥಳದಿಂದ ಉಗ್ರರು ಪರಾರಿಯಾದ ಮಾರ್ಗದ ಬಗ್ಗೆ ತನಿಖೆ ನಡೆಯುತ್ತಿದೆ. ಗುಪ್ತಚರ ಮಾಹಿತಿ ಕುರಿತು ಪ್ರಶ್ನೆಗಳು ಉದ್ಭವಿಸಿವೆ. ಈ ಘಟನೆಯು ಕಣಿವೆಯ ಪ್ರವಾಸೋದ್ಯಮದ ಮೇಲೆ ಗಂಭೀರ ಪರಿಣಾಮ ಬೀರಿದೆ. ಹೋಟೆಲ್‌ಗಳಲ್ಲಿ ಕಾಯ್ದಿರಿಸಿದ್ದ ಕೊಠಡಿಗಳು ರದ್ದಾಗುತ್ತಿವೆ. ಪ್ರವಾಸಿಗರು ತ್ವರಿತವಾಗಿ ಕಣಿವೆ ತೊರೆಯುತ್ತಿದ್ದಾರೆ ಎಂದು ವರದಿಯಾಗಿದೆ.: [774, 458, 934, 553]
- story-rahul-col1: ಭಯೋತ್ಪಾದನೆಯನ್ನು ನಿರ್ಣಾಯಕವಾಗಿ ಎದುರಿಸಲು ರಾಷ್ಟ್ರೀಯ ಏಕತೆ ಪ್ರದರ್ಶಿಸಬೇಕು ಎಂದು ಕಾಂಗ್ರೆಸ್ ನಾಯಕ ರಾಹುಲ್ ಗಾಂಧಿ ಕರೆ ನೀಡಿದರು. ಶ್ರೀನಗರಕ್ಕೆ ಭೇಟಿ ನೀಡಿ ಪಹಲ್ಗಾಮ್ ದಾಳಿಯ ಗಾಯಾಳುಗಳನ್ನು ಭೇಟಿಯಾಗಿ ಮಾತನಾಡಿದ ಅವರು, ದೇಶ ಒಗ್ಗಟ್ಟಾಗಿ ನಿಲ್ಲಬೇಕು ಎಂದರು. ಶ್ರೀನಗರಕ್ಕೆ ಶುಕ್ರವಾರ ಬಂದಿಳಿದ ಅವರು, ಭಯೋತ್ಪಾದಕರ ದಾಳಿಯಲ್ಲಿ ಗಾಯಗೊಂಡು ಆಸ್ಪತ್ರೆಯಲ್ಲಿ ಚಿಕಿತ್ಸೆ ಪಡೆಯುತ್ತಿರುವವರನ್ನು ಭೇಟಿಯಾಗಿ ಆರೋಗ್ಯ ವಿಚಾರಿಸಿದರು.: [286, 716, 444, 811]
- cyan-mark-icon: [664, 1464, 674, 1474]
- magenta-mark-icon: [113, 1464, 123, 1474]
